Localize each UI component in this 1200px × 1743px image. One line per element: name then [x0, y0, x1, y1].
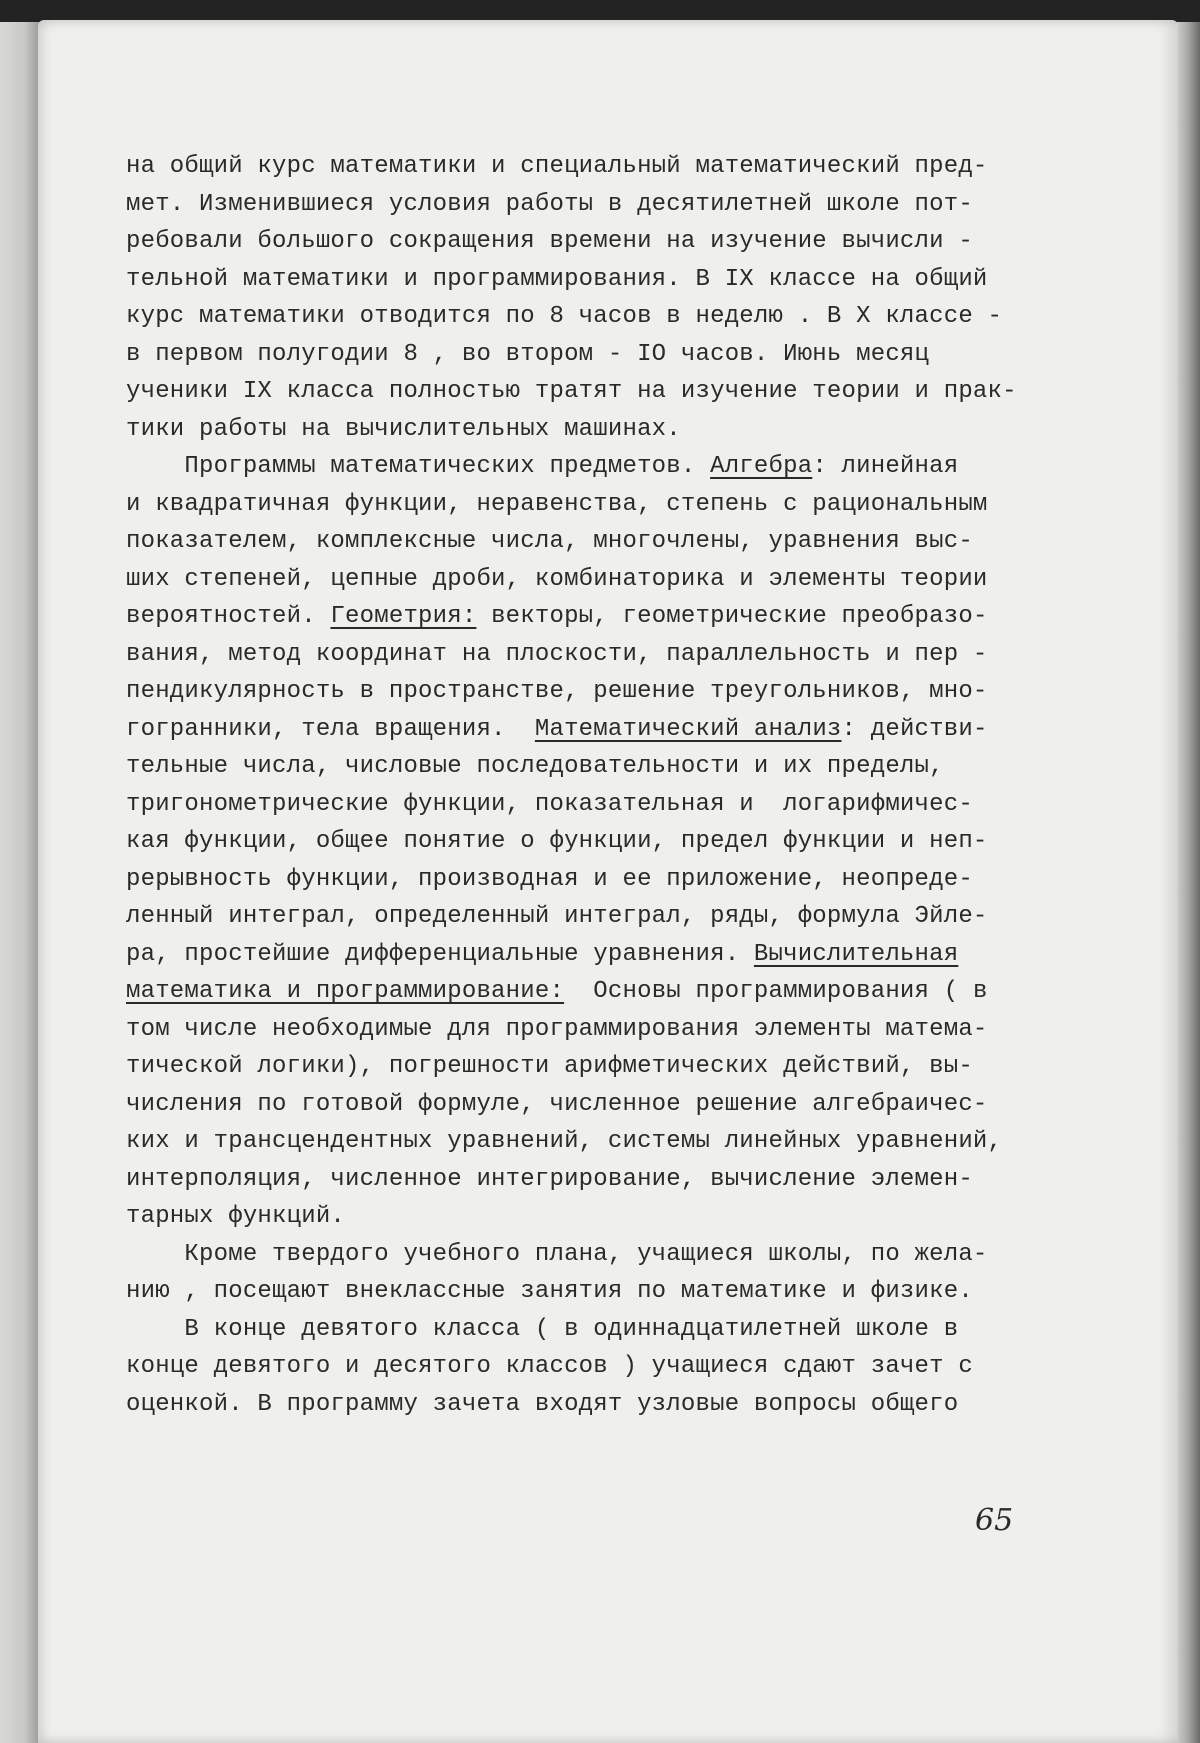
text-line	[126, 1273, 1086, 1311]
text-line	[126, 898, 1086, 936]
text-line	[126, 1386, 1086, 1424]
underlined-heading: Вычислительная	[753, 940, 959, 968]
text-segment: интерполяция, численное интегрирование, вычисление элемен-	[126, 1165, 973, 1193]
text-line	[126, 1048, 1086, 1086]
underlined-heading: Алгебра	[710, 453, 813, 480]
text-line	[126, 148, 1086, 186]
text-line	[126, 373, 1086, 411]
text-segment: тики работы на вычислительных машинах.	[126, 415, 681, 443]
text-line	[126, 1198, 1086, 1236]
text-segment: курс математики отводится по 8 часов в неделю . В X классе -	[126, 303, 1003, 330]
text-line	[126, 973, 1086, 1011]
text-line	[126, 1161, 1086, 1199]
text-segment: показателем, комплексные числа, многочлены, уравнения выс-	[126, 528, 973, 555]
text-line	[126, 336, 1086, 374]
text-segment: : линейная	[812, 453, 959, 480]
text-segment: гогранники, тела вращения.	[126, 715, 535, 743]
text-segment: и квадратичная функции, неравенства, степень с рациональным	[126, 490, 988, 518]
text-segment: тарных функций.	[126, 1203, 346, 1230]
text-line	[126, 823, 1086, 861]
text-segment: тельные числа, числовые последовательности и их пределы,	[126, 753, 944, 780]
text-line	[126, 711, 1086, 749]
text-line	[126, 1086, 1086, 1124]
text-segment: том числе необходимые для программирования элементы матема-	[126, 1015, 988, 1043]
text-segment: ребовали большого сокращения времени на изучение вычисли -	[126, 228, 973, 255]
text-line	[126, 936, 1086, 974]
text-segment: ра, простейшие дифференциальные уравнения.	[126, 940, 754, 968]
text-line	[126, 186, 1086, 224]
text-line	[126, 298, 1086, 336]
text-segment: ких и трансцендентных уравнений, системы линейных уравнений,	[126, 1128, 1003, 1155]
text-line	[126, 1123, 1086, 1161]
page-number: 65	[975, 1503, 1014, 1538]
document-page	[38, 20, 1178, 1743]
text-segment: векторы, геометрические преобразо-	[476, 603, 988, 630]
text-line	[126, 786, 1086, 824]
underlined-heading: Геометрия:	[330, 603, 477, 630]
text-segment: числения по готовой формуле, численное решение алгебраичес-	[126, 1090, 988, 1118]
text-segment: рерывность функции, производная и ее приложение, неопреде-	[126, 865, 973, 893]
text-line	[126, 486, 1086, 524]
text-segment: на общий курс математики и специальный математический пред-	[126, 153, 988, 180]
adjacent-page-edge	[0, 22, 40, 1743]
text-segment: тригонометрические функции, показательная и логарифмичес-	[126, 790, 973, 818]
text-line	[126, 748, 1086, 786]
text-line	[126, 223, 1086, 261]
binding-edge	[1176, 22, 1200, 1743]
underlined-heading: Математический анализ	[534, 715, 842, 743]
text-segment: ленный интеграл, определенный интеграл, ряды, формула Эйле-	[126, 903, 988, 930]
text-segment: тельной математики и программирования. В IX классе на общий	[126, 265, 988, 293]
text-segment: кая функции, общее понятие о функции, предел функции и неп-	[126, 828, 988, 855]
text-segment: конце девятого и десятого классов ) учащиеся сдают зачет с	[126, 1353, 973, 1380]
text-line	[126, 561, 1086, 599]
text-line	[126, 1348, 1086, 1386]
text-line	[126, 861, 1086, 899]
body-text	[126, 148, 1086, 1423]
text-segment: вания, метод координат на плоскости, параллельность и пер -	[126, 640, 988, 668]
text-segment: Кроме твердого учебного плана, учащиеся школы, по жела-	[126, 1240, 988, 1268]
text-line	[126, 598, 1086, 636]
text-line	[126, 1236, 1086, 1274]
text-line	[126, 673, 1086, 711]
text-segment: нию , посещают внеклассные занятия по математике и физике.	[126, 1278, 973, 1305]
text-segment: Программы математических предметов.	[126, 453, 711, 480]
text-segment: мет. Изменившиеся условия работы в десятилетней школе пот-	[126, 190, 973, 218]
text-line	[126, 523, 1086, 561]
text-segment: пендикулярность в пространстве, решение треугольников, мно-	[126, 678, 988, 705]
text-line	[126, 1311, 1086, 1349]
text-line	[126, 448, 1086, 486]
text-segment: оценкой. В программу зачета входят узловые вопросы общего	[126, 1390, 959, 1418]
text-segment: ученики IX класса полностью тратят на изучение теории и прак-	[126, 378, 1017, 405]
text-line	[126, 261, 1086, 299]
scan-top-border	[0, 0, 1200, 22]
text-segment: ших степеней, цепные дроби, комбинаторика и элементы теории	[126, 565, 988, 593]
text-segment: тической логики), погрешности арифметических действий, вы-	[126, 1053, 973, 1080]
text-segment: : действи-	[841, 715, 988, 743]
text-line	[126, 1011, 1086, 1049]
text-line	[126, 636, 1086, 674]
text-segment: В конце девятого класса ( в одиннадцатилетней школе в	[126, 1315, 959, 1343]
underlined-heading: математика и программирование:	[126, 978, 565, 1005]
text-segment: вероятностей.	[126, 603, 331, 630]
text-line	[126, 411, 1086, 449]
text-segment: в первом полугодии 8 , во втором - IO часов. Июнь месяц	[126, 340, 930, 368]
text-segment: Основы программирования ( в	[564, 978, 988, 1005]
